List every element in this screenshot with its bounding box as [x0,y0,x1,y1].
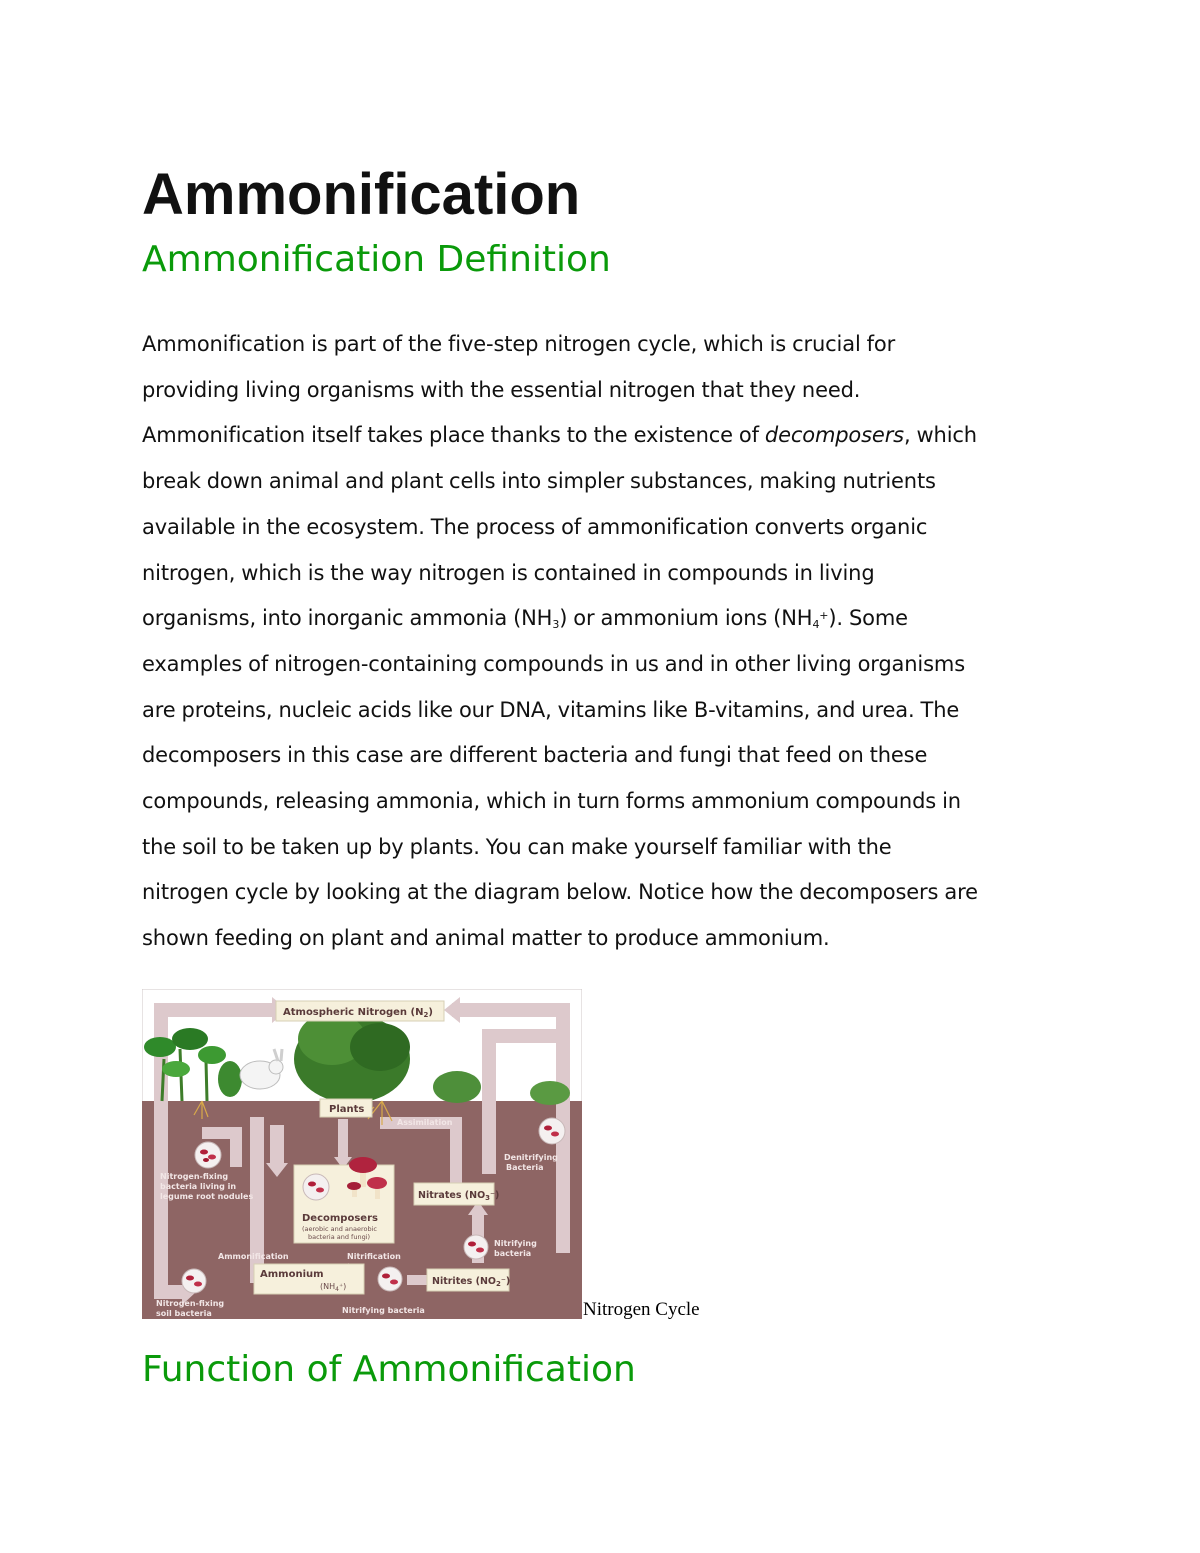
soil-bacteria-label-line1: Nitrogen-fixing [156,1299,225,1308]
assimilation-label: Assimilation [397,1118,453,1127]
superscript: + [819,609,829,623]
nitrifying-bacteria-label: Nitrifying bacteria [342,1306,425,1315]
bacteria-icon [378,1267,402,1291]
decomposers-label: Decomposers [302,1213,378,1224]
top-right-arrow-path [452,1003,570,1017]
bacteria-icon [182,1269,206,1293]
figure-caption: Nitrogen Cycle [583,1299,700,1320]
function-heading: Function of Ammonification [142,1349,636,1390]
bacteria-icon [464,1235,488,1259]
paragraph-line [142,413,1072,459]
nitrogen-fixing-label-line2: bacteria living in [160,1182,237,1191]
definition-heading: Ammonification Definition [142,239,611,280]
nitrifying-label-line1: Nitrifying [494,1239,537,1248]
paragraph-text: organisms, into inorganic ammonia (NH [142,606,553,631]
paragraph-line: are proteins, nucleic acids like our DNA, vitamins like B-vitamins, and urea. The [142,697,960,722]
paragraph-text: ). Some [828,606,908,631]
ammonium-label: Ammonium [260,1269,324,1280]
plants-down-arrow [338,1119,348,1159]
subscript: 3 [552,618,560,632]
paragraph-text: Ammonification itself takes place thanks to the existence of [142,423,765,448]
nitrogen-fixing-label-line1: Nitrogen-fixing [160,1172,229,1181]
paragraph-text: , which [903,423,977,448]
paragraph-line: decomposers in this case are different bacteria and fungi that feed on these [142,743,928,768]
nitrates-label: Nitrates $(NO_3^-)$ [418,1190,500,1202]
paragraph-line: the soil to be taken up by plants. You can make yourself familiar with the [142,834,892,859]
plants-label: Plants [329,1104,365,1115]
nitrogen-fixing-label-line3: legume root nodules [160,1192,254,1201]
ammonium-formula: $(NH_4^+)$ [320,1282,347,1293]
paragraph-line [142,596,1072,642]
paragraph-line: break down animal and plant cells into simpler substances, making nutrients [142,469,936,494]
nitrogen-cycle-diagram [142,989,582,1319]
nitrites-label: Nitrites $(NO_2^-)$ [432,1276,511,1288]
nitrification-arrow [407,1275,427,1285]
bacteria-icon [195,1142,221,1168]
paragraph-line: nitrogen cycle by looking at the diagram below. Notice how the decomposers are [142,880,978,905]
paragraph-line: shown feeding on plant and animal matter to produce ammonium. [142,926,830,951]
denitrification-arrow-path [482,1029,496,1174]
paragraph-line: examples of nitrogen-containing compounds in us and in other living organisms [142,651,966,676]
decomposers-detail-line2: bacteria and fungi) [308,1233,371,1241]
paragraph-line: providing living organisms with the essential nitrogen that they need. [142,377,861,402]
nodule-arrow-path [230,1127,242,1167]
atmospheric-nitrogen-label: Atmospheric Nitrogen $(N_2)$ [283,1007,433,1019]
bacteria-icon [539,1118,565,1144]
decomposers-detail-line1: (aerobic and anaerobic [302,1225,377,1233]
plant-to-decomposer-arrow [270,1125,284,1165]
decomposers-emphasis: decomposers [764,423,904,448]
nitrifying-label-line2: bacteria [494,1249,532,1258]
top-left-arrow-path [154,1003,276,1017]
paragraph-line: available in the ecosystem. The process of ammonification converts organic [142,514,928,539]
paragraph-line: nitrogen, which is the way nitrogen is contained in compounds in living [142,560,875,585]
definition-paragraph [142,322,1072,962]
nitrification-label: Nitrification [347,1252,401,1261]
soil-bacteria-label-line2: soil bacteria [156,1309,212,1318]
denitrifying-label-line2: Bacteria [506,1163,544,1172]
paragraph-text: ) or ammonium ions (NH [559,606,813,631]
ammonification-label: Ammonification [218,1252,289,1261]
paragraph-line: compounds, releasing ammonia, which in turn forms ammonium compounds in [142,789,961,814]
denitrification-arrow-path [482,1029,556,1043]
paragraph-line: Ammonification is part of the five-step nitrogen cycle, which is crucial for [142,332,896,356]
bacteria-icon [303,1174,329,1200]
subscript: 4 [812,618,820,632]
denitrifying-label-line1: Denitrifying [504,1153,558,1162]
bottom-arrow-path [154,1285,184,1299]
page-title: Ammonification [142,162,581,227]
